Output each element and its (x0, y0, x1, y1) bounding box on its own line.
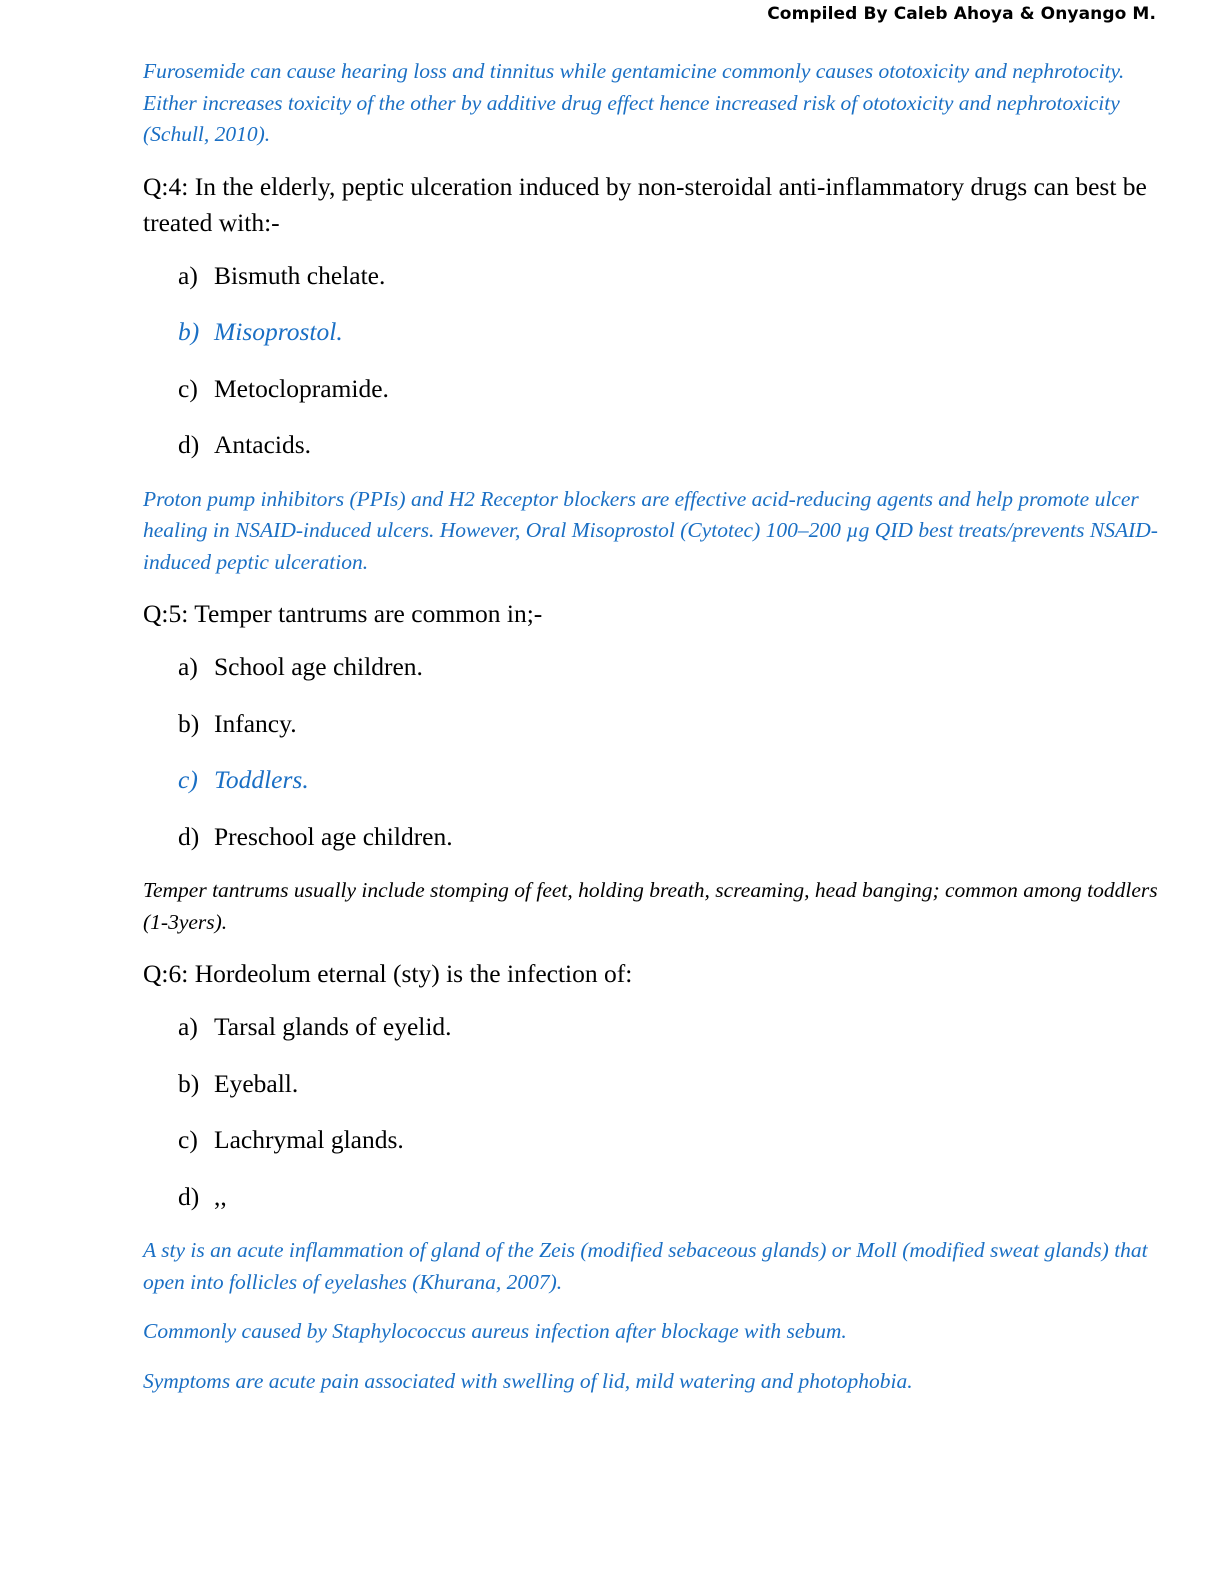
question-stem: Q:5: Temper tantrums are common in;- (143, 599, 543, 628)
question-5 (143, 596, 1163, 938)
option-c-correct: c) Toddlers. (178, 765, 309, 794)
option-b: b) Eyeball. (178, 1068, 299, 1098)
option-d: d) Preschool age children. (178, 821, 453, 851)
option-a: a) Bismuth chelate. (178, 260, 386, 290)
answer-explanation-symptoms: Symptoms are acute pain associated with swelling of lid, mild watering and photophobia. (143, 1368, 913, 1393)
page-header: Compiled By Caleb Ahoya & Onyango M. (767, 4, 1156, 24)
question-stem: Q:6: Hordeolum eternal (sty) is the infection of: (143, 959, 633, 988)
answer-explanation: Temper tantrums usually include stomping of feet, holding breath, screaming, head banging; common among toddlers (1-3yers). (143, 878, 1158, 934)
option-a: a) Tarsal glands of eyelid. (178, 1012, 452, 1041)
option-b-correct: b) Misoprostol. (178, 317, 343, 346)
intro-explanation: Furosemide can cause hearing loss and tinnitus while gentamicine commonly causes ototoxicity and nephrotocity. Either increases toxicity of the other by additive drug effect hence increased risk of ototoxicity and nephrotoxicity (Schull, 2010). (143, 59, 1125, 146)
document-body (143, 56, 1163, 1415)
option-c: c) Metoclopramide. (178, 373, 389, 403)
option-a: a) School age children. (178, 652, 423, 681)
answer-explanation: Proton pump inhibitors (PPIs) and H2 Receptor blockers are effective acid-reducing agents and help promote ulcer healing in NSAID-induced ulcers. However, Oral Misoprostol (Cytotec) 100–200 µg QID best treats/prevents NSAID-induced peptic ulceration. (143, 486, 1158, 574)
answer-options (143, 258, 1163, 464)
question-6 (143, 956, 1163, 1397)
answer-explanation-cause: Commonly caused by Staphylococcus aureus infection after blockage with sebum. (143, 1319, 847, 1343)
option-b: b) Infancy. (178, 708, 297, 738)
option-d: d) Antacids. (178, 430, 312, 459)
answer-explanation: A sty is an acute inflammation of gland of the Zeis (modified sebaceous glands) or Moll (modified sweat glands) that open into follicles of eyelashes (Khurana, 2007). (143, 1238, 1148, 1294)
option-d: d) ,, (178, 1181, 227, 1211)
question-stem: Q:4: In the elderly, peptic ulceration induced by non-steroidal anti-inflammatory drugs can best be treated with:- (143, 171, 1147, 237)
answer-options (143, 1009, 1163, 1215)
option-c: c) Lachrymal glands. (178, 1125, 404, 1154)
question-4 (143, 169, 1163, 579)
answer-options (143, 649, 1163, 855)
